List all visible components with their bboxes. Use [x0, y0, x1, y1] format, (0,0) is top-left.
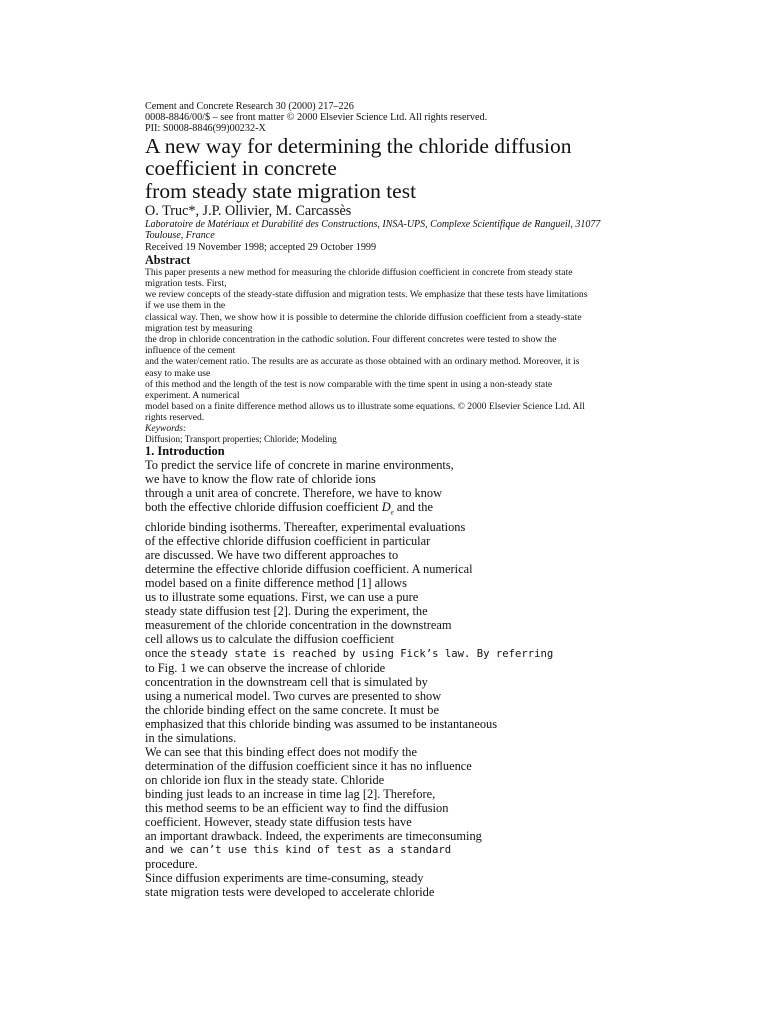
abstract-line: migration test by measuring: [145, 322, 253, 334]
body-line: state migration tests were developed to accelerate chloride: [145, 884, 435, 899]
abstract-line: the drop in chloride concentration in the cathodic solution. Four different concretes were tested to show the: [145, 333, 557, 345]
title-line: A new way for determining the chloride diffusion: [145, 133, 572, 158]
body-line: determination of the diffusion coefficient since it has no influence: [145, 758, 472, 773]
title-line: coefficient in concrete: [145, 156, 337, 181]
body-line: using a numerical model. Two curves are presented to show: [145, 688, 442, 703]
abstract-line: experiment. A numerical: [145, 389, 240, 401]
abstract-line: This paper presents a new method for measuring the chloride diffusion coefficient in concrete from steady state: [145, 266, 573, 278]
abstract-line: model based on a finite difference method allows us to illustrate some equations. © 2000 Elsevier Science Ltd. All: [145, 401, 585, 413]
abstract-line: rights reserved.: [145, 412, 205, 424]
paper-title: [145, 135, 665, 203]
body-line: Since diffusion experiments are time-consuming, steady: [145, 870, 424, 885]
abstract-heading: Abstract: [145, 252, 191, 267]
abstract-body: [145, 267, 665, 424]
paper-page: [145, 101, 665, 899]
pii-line: PII: S0008-8846(99)00232-X: [145, 123, 266, 135]
body-line: binding just leads to an increase in time lag [2]. Therefore,: [145, 786, 436, 801]
body-line: model based on a finite difference method [1] allows: [145, 575, 407, 590]
body-line: on chloride ion flux in the steady state. Chloride: [145, 772, 385, 787]
body-text: once the: [145, 645, 190, 660]
authors: O. Truc*, J.P. Ollivier, M. Carcassès: [145, 203, 352, 220]
body-line-mono: and we can’t use this kind of test as a standard: [145, 843, 452, 856]
journal-citation: Cement and Concrete Research 30 (2000) 217–226: [145, 101, 354, 112]
abstract-line: of this method and the length of the test is now comparable with the time spent in using a non-steady state: [145, 378, 553, 390]
abstract-line: if we use them in the: [145, 300, 226, 312]
body-line: chloride binding isotherms. Thereafter, experimental evaluations: [145, 519, 466, 534]
body-line: an important drawback. Indeed, the experiments are timeconsuming: [145, 828, 482, 843]
body-line: To predict the service life of concrete in marine environments,: [145, 458, 454, 473]
body-line: we have to know the flow rate of chloride ions: [145, 472, 376, 487]
abstract-line: easy to make use: [145, 367, 211, 379]
abstract-line: and the water/cement ratio. The results are as accurate as those obtained with an ordinary method. Moreover, it is: [145, 356, 580, 368]
body-text: both the effective chloride diffusion coefficient: [145, 500, 382, 515]
body-line: [145, 646, 665, 661]
abstract-line: migration tests. First,: [145, 277, 227, 289]
body-line: of the effective chloride diffusion coefficient in particular: [145, 533, 431, 548]
body-line: coefficient. However, steady state diffusion tests have: [145, 814, 412, 829]
keywords-list: Diffusion; Transport properties; Chloride; Modeling: [145, 434, 337, 445]
body-line: emphasized that this chloride binding was assumed to be instantaneous: [145, 716, 498, 731]
abstract-line: classical way. Then, we show how it is possible to determine the chloride diffusion coefficient from a steady-state: [145, 311, 582, 323]
body-line: cell allows us to calculate the diffusion coefficient: [145, 631, 394, 646]
abstract-line: influence of the cement: [145, 345, 236, 357]
body-line: We can see that this binding effect does not modify the: [145, 744, 417, 759]
issn-line: 0008-8846/00/$ – see front matter © 2000 Elsevier Science Ltd. All rights reserved.: [145, 112, 488, 124]
body-text-mono: steady state is reached by using Fick’s law. By referring: [189, 647, 554, 660]
body-line: measurement of the chloride concentration in the downstream: [145, 617, 452, 632]
body-line: steady state diffusion test [2]. During the experiment, the: [145, 603, 428, 618]
received-dates: Received 19 November 1998; accepted 29 October 1999: [145, 241, 377, 253]
title-line: from steady state migration test: [145, 178, 417, 203]
body-line: through a unit area of concrete. Therefore, we have to know: [145, 486, 443, 501]
introduction-heading: 1. Introduction: [145, 443, 225, 458]
keywords-label: Keywords:: [145, 422, 187, 434]
introduction-body: [145, 458, 665, 898]
journal-header: [145, 101, 665, 135]
body-line: are discussed. We have two different approaches to: [145, 547, 399, 562]
body-line: this method seems to be an efficient way to find the diffusion: [145, 800, 449, 815]
effective-diffusion-symbol: $D_e$: [381, 500, 394, 517]
body-line: determine the effective chloride diffusion coefficient. A numerical: [145, 561, 473, 576]
abstract-line: we review concepts of the steady-state diffusion and migration tests. We emphasize that these tests have limitations: [145, 289, 588, 301]
body-line: to Fig. 1 we can observe the increase of chloride: [145, 660, 386, 675]
body-line: [145, 500, 665, 519]
body-text: and the: [393, 500, 434, 515]
body-line: procedure.: [145, 856, 198, 871]
body-line: the chloride binding effect on the same concrete. It must be: [145, 702, 439, 717]
body-line: us to illustrate some equations. First, we can use a pure: [145, 589, 419, 604]
affiliation-line: Toulouse, France: [145, 230, 215, 242]
body-line: concentration in the downstream cell that is simulated by: [145, 674, 428, 689]
body-line: in the simulations.: [145, 730, 237, 745]
affiliation: [145, 219, 665, 241]
affiliation-line: Laboratoire de Matériaux et Durabilité des Constructions, INSA-UPS, Complexe Scientifique de Rangueil, 31077: [145, 219, 601, 231]
